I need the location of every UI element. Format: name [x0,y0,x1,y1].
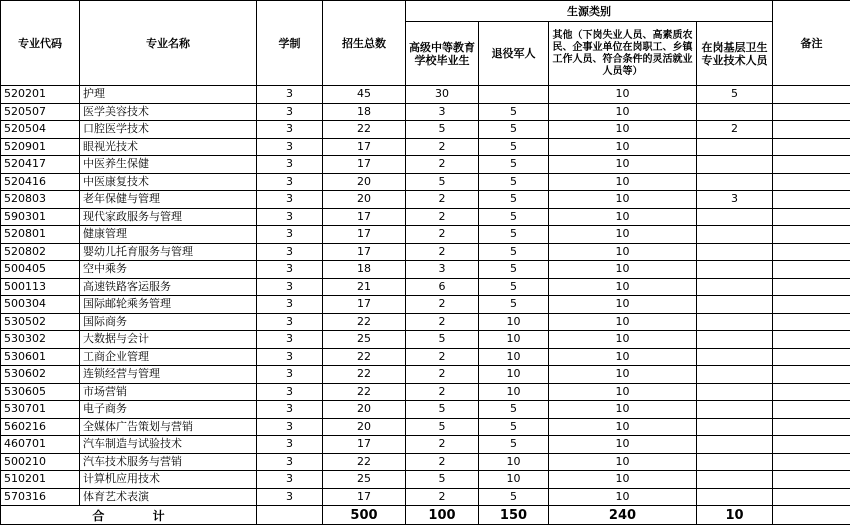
others-cell: 10 [549,278,697,296]
health-workers-cell [697,156,773,174]
others-cell: 10 [549,331,697,349]
name-cell: 中医康复技术 [80,173,257,191]
table-row [1,138,850,156]
code-cell: 500210 [1,453,80,471]
total-cell: 22 [323,366,406,384]
name-cell: 汽车制造与试验技术 [80,436,257,454]
years-cell: 3 [257,138,323,156]
graduates-cell: 2 [406,313,479,331]
health-workers-cell [697,348,773,366]
header-remark: 备注 [773,1,850,86]
graduates-cell: 2 [406,366,479,384]
total-cell: 17 [323,208,406,226]
years-cell: 3 [257,366,323,384]
table-row [1,243,850,261]
table-row [1,488,850,506]
health-workers-cell [697,366,773,384]
health-workers-cell [697,453,773,471]
graduates-cell: 2 [406,243,479,261]
total-cell: 17 [323,296,406,314]
remark-cell [773,453,850,471]
remark-cell [773,86,850,104]
health-workers-cell [697,471,773,489]
years-cell: 3 [257,296,323,314]
years-cell: 3 [257,418,323,436]
code-cell: 530605 [1,383,80,401]
code-cell: 530302 [1,331,80,349]
veterans-cell: 5 [479,103,549,121]
name-cell: 口腔医学技术 [80,121,257,139]
health-workers-cell [697,103,773,121]
graduates-cell: 30 [406,86,479,104]
total-cell: 17 [323,243,406,261]
graduates-cell: 2 [406,138,479,156]
others-cell: 10 [549,436,697,454]
header-total: 招生总数 [323,1,406,86]
name-cell: 现代家政服务与管理 [80,208,257,226]
others-cell: 10 [549,453,697,471]
code-cell: 520803 [1,191,80,209]
code-cell: 520802 [1,243,80,261]
health-workers-cell [697,296,773,314]
name-cell: 空中乘务 [80,261,257,279]
total-cell: 22 [323,313,406,331]
graduates-cell: 2 [406,436,479,454]
code-cell: 520801 [1,226,80,244]
code-cell: 460701 [1,436,80,454]
years-cell: 3 [257,86,323,104]
table-row [1,173,850,191]
health-workers-cell [697,436,773,454]
graduates-cell: 6 [406,278,479,296]
graduates-cell: 2 [406,453,479,471]
name-cell: 全媒体广告策划与营销 [80,418,257,436]
others-cell: 10 [549,313,697,331]
graduates-cell: 5 [406,471,479,489]
graduates-cell: 3 [406,261,479,279]
years-cell: 3 [257,278,323,296]
others-cell: 10 [549,471,697,489]
total-cell: 22 [323,348,406,366]
name-cell: 国际商务 [80,313,257,331]
veterans-cell [479,86,549,104]
years-cell: 3 [257,208,323,226]
veterans-cell: 10 [479,313,549,331]
health-workers-cell: 3 [697,191,773,209]
code-cell: 560216 [1,418,80,436]
total-cell: 17 [323,488,406,506]
graduates-cell: 2 [406,226,479,244]
table-row [1,331,850,349]
total-cell: 20 [323,191,406,209]
health-workers-cell [697,243,773,261]
veterans-cell: 5 [479,296,549,314]
name-cell: 高速铁路客运服务 [80,278,257,296]
total-cell: 18 [323,261,406,279]
table-row [1,383,850,401]
graduates-cell: 2 [406,348,479,366]
veterans-cell: 5 [479,278,549,296]
total-cell: 20 [323,401,406,419]
remark-cell [773,278,850,296]
graduates-cell: 2 [406,191,479,209]
years-cell: 3 [257,488,323,506]
total-cell: 17 [323,226,406,244]
name-cell: 工商企业管理 [80,348,257,366]
remark-cell [773,366,850,384]
veterans-cell: 5 [479,138,549,156]
table-row [1,348,850,366]
years-cell: 3 [257,121,323,139]
remark-cell [773,488,850,506]
remark-cell [773,138,850,156]
others-cell: 10 [549,366,697,384]
graduates-cell: 5 [406,173,479,191]
years-cell: 3 [257,348,323,366]
header-years: 学制 [257,1,323,86]
totals-label: 合 计 [1,506,257,525]
veterans-cell: 5 [479,436,549,454]
others-cell: 10 [549,226,697,244]
others-cell: 10 [549,86,697,104]
others-cell: 10 [549,348,697,366]
table-row [1,156,850,174]
name-cell: 中医养生保健 [80,156,257,174]
others-cell: 10 [549,173,697,191]
veterans-cell: 5 [479,243,549,261]
name-cell: 眼视光技术 [80,138,257,156]
veterans-cell: 5 [479,121,549,139]
health-workers-cell [697,138,773,156]
years-cell: 3 [257,401,323,419]
name-cell: 婴幼儿托育服务与管理 [80,243,257,261]
total-cell: 18 [323,103,406,121]
years-cell: 3 [257,453,323,471]
remark-cell [773,331,850,349]
remark-cell [773,401,850,419]
veterans-cell: 10 [479,453,549,471]
total-cell: 22 [323,453,406,471]
code-cell: 520507 [1,103,80,121]
veterans-cell: 10 [479,383,549,401]
veterans-cell: 10 [479,366,549,384]
health-workers-cell: 2 [697,121,773,139]
table-row [1,208,850,226]
others-cell: 10 [549,401,697,419]
header-code: 专业代码 [1,1,80,86]
graduates-cell: 2 [406,488,479,506]
name-cell: 大数据与会计 [80,331,257,349]
years-cell: 3 [257,156,323,174]
veterans-cell: 5 [479,401,549,419]
graduates-cell: 5 [406,401,479,419]
total-cell: 17 [323,138,406,156]
code-cell: 570316 [1,488,80,506]
others-cell: 10 [549,208,697,226]
others-cell: 10 [549,103,697,121]
remark-cell [773,208,850,226]
header-source-group: 生源类别 [406,1,773,22]
health-workers-cell [697,488,773,506]
code-cell: 590301 [1,208,80,226]
totals-veterans: 150 [479,506,549,525]
remark-cell [773,191,850,209]
table-row [1,86,850,104]
others-cell: 10 [549,121,697,139]
code-cell: 520201 [1,86,80,104]
code-cell: 520416 [1,173,80,191]
veterans-cell: 5 [479,226,549,244]
total-cell: 17 [323,436,406,454]
code-cell: 530502 [1,313,80,331]
others-cell: 10 [549,418,697,436]
name-cell: 汽车技术服务与营销 [80,453,257,471]
years-cell: 3 [257,331,323,349]
code-cell: 520417 [1,156,80,174]
remark-cell [773,436,850,454]
table-row [1,278,850,296]
graduates-cell: 3 [406,103,479,121]
graduates-cell: 2 [406,208,479,226]
veterans-cell: 5 [479,173,549,191]
code-cell: 510201 [1,471,80,489]
header-name: 专业名称 [80,1,257,86]
years-cell: 3 [257,226,323,244]
name-cell: 医学美容技术 [80,103,257,121]
table-row [1,226,850,244]
totals-total: 500 [323,506,406,525]
others-cell: 10 [549,191,697,209]
health-workers-cell [697,226,773,244]
veterans-cell: 5 [479,208,549,226]
name-cell: 老年保健与管理 [80,191,257,209]
header-others: 其他（下岗失业人员、高素质农民、企事业单位在岗职工、乡镇工作人员、符合条件的灵活就业人员等） [549,22,697,86]
code-cell: 520901 [1,138,80,156]
veterans-cell: 5 [479,191,549,209]
table-row [1,453,850,471]
table-row [1,261,850,279]
health-workers-cell [697,278,773,296]
totals-years [257,506,323,525]
table-row [1,103,850,121]
totals-remark [773,506,850,525]
code-cell: 500304 [1,296,80,314]
header-health-workers: 在岗基层卫生专业技术人员 [697,22,773,86]
remark-cell [773,261,850,279]
remark-cell [773,103,850,121]
others-cell: 10 [549,383,697,401]
total-cell: 21 [323,278,406,296]
years-cell: 3 [257,471,323,489]
health-workers-cell [697,383,773,401]
name-cell: 体育艺术表演 [80,488,257,506]
years-cell: 3 [257,191,323,209]
veterans-cell: 10 [479,471,549,489]
health-workers-cell [697,261,773,279]
total-cell: 20 [323,418,406,436]
others-cell: 10 [549,156,697,174]
code-cell: 500113 [1,278,80,296]
remark-cell [773,348,850,366]
health-workers-cell [697,173,773,191]
veterans-cell: 10 [479,331,549,349]
others-cell: 10 [549,296,697,314]
graduates-cell: 2 [406,296,479,314]
total-cell: 17 [323,156,406,174]
table-row [1,121,850,139]
totals-row [1,506,850,525]
others-cell: 10 [549,488,697,506]
health-workers-cell [697,331,773,349]
health-workers-cell [697,208,773,226]
veterans-cell: 10 [479,348,549,366]
graduates-cell: 5 [406,331,479,349]
remark-cell [773,313,850,331]
years-cell: 3 [257,243,323,261]
years-cell: 3 [257,103,323,121]
totals-graduates: 100 [406,506,479,525]
table-row [1,366,850,384]
code-cell: 530602 [1,366,80,384]
graduates-cell: 5 [406,121,479,139]
years-cell: 3 [257,436,323,454]
total-cell: 22 [323,121,406,139]
header-graduates: 高级中等教育学校毕业生 [406,22,479,86]
table-row [1,401,850,419]
name-cell: 健康管理 [80,226,257,244]
graduates-cell: 2 [406,383,479,401]
table-row [1,313,850,331]
total-cell: 25 [323,331,406,349]
remark-cell [773,173,850,191]
remark-cell [773,418,850,436]
health-workers-cell: 5 [697,86,773,104]
total-cell: 20 [323,173,406,191]
remark-cell [773,471,850,489]
veterans-cell: 5 [479,488,549,506]
remark-cell [773,156,850,174]
name-cell: 计算机应用技术 [80,471,257,489]
name-cell: 电子商务 [80,401,257,419]
years-cell: 3 [257,383,323,401]
code-cell: 530701 [1,401,80,419]
remark-cell [773,243,850,261]
years-cell: 3 [257,173,323,191]
totals-others: 240 [549,506,697,525]
code-cell: 530601 [1,348,80,366]
total-cell: 25 [323,471,406,489]
health-workers-cell [697,401,773,419]
remark-cell [773,383,850,401]
veterans-cell: 5 [479,261,549,279]
code-cell: 500405 [1,261,80,279]
veterans-cell: 5 [479,418,549,436]
name-cell: 国际邮轮乘务管理 [80,296,257,314]
table-row [1,296,850,314]
remark-cell [773,121,850,139]
table-row [1,418,850,436]
others-cell: 10 [549,261,697,279]
remark-cell [773,296,850,314]
totals-health-workers: 10 [697,506,773,525]
health-workers-cell [697,313,773,331]
others-cell: 10 [549,138,697,156]
years-cell: 3 [257,313,323,331]
years-cell: 3 [257,261,323,279]
veterans-cell: 5 [479,156,549,174]
remark-cell [773,226,850,244]
name-cell: 连锁经营与管理 [80,366,257,384]
total-cell: 22 [323,383,406,401]
graduates-cell: 2 [406,156,479,174]
health-workers-cell [697,418,773,436]
graduates-cell: 5 [406,418,479,436]
header-veterans: 退役军人 [479,22,549,86]
table-row [1,436,850,454]
code-cell: 520504 [1,121,80,139]
total-cell: 45 [323,86,406,104]
table-row [1,471,850,489]
name-cell: 市场营销 [80,383,257,401]
name-cell: 护理 [80,86,257,104]
others-cell: 10 [549,243,697,261]
table-row [1,191,850,209]
